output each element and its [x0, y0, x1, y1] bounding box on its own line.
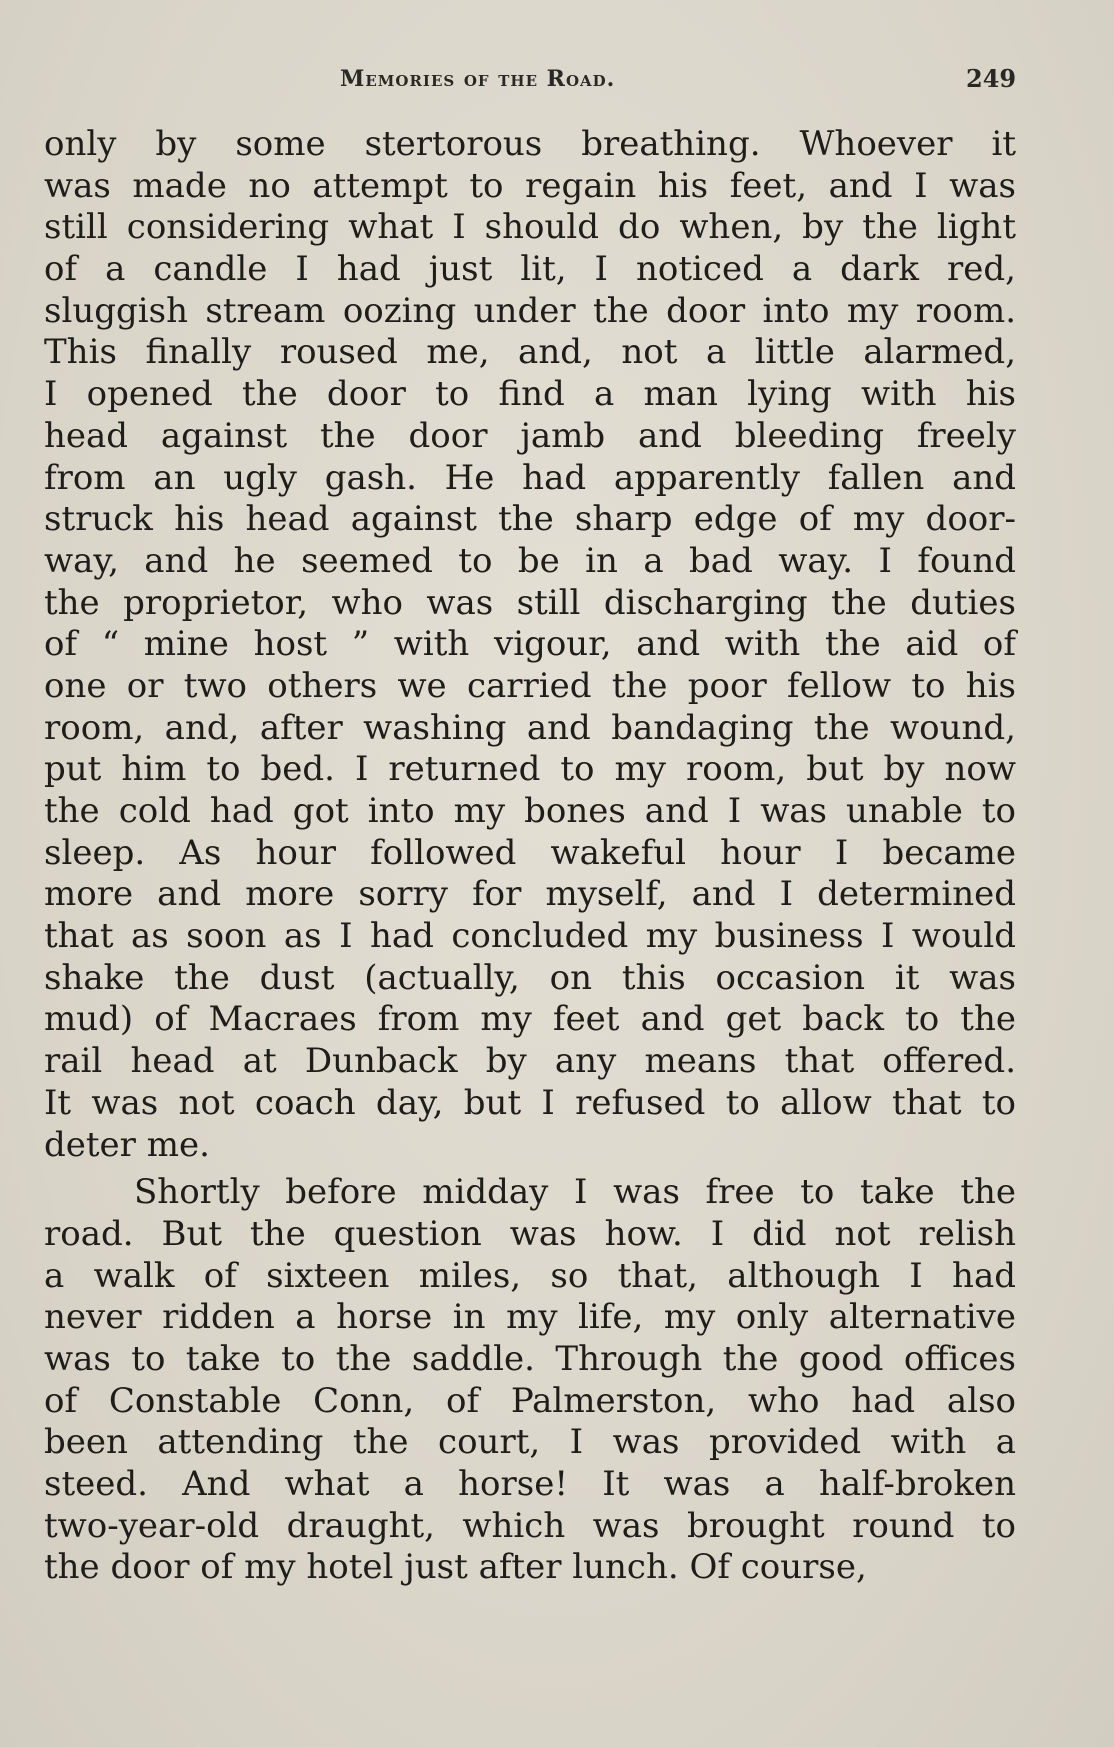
- text-line: was to take to the saddle. Through the good offices: [44, 1338, 1016, 1379]
- text-line: more and more sorry for myself, and I determined: [44, 874, 1016, 915]
- text-line: that as soon as I had concluded my business I would: [44, 916, 1016, 957]
- paragraph: [44, 1172, 1016, 1589]
- text-line: This finally roused me, and, not a little alarmed,: [44, 332, 1016, 373]
- text-line: was made no attempt to regain his feet, and I was: [44, 165, 1016, 206]
- text-line: sluggish stream oozing under the door into my room.: [44, 290, 1016, 331]
- text-line: deter me.: [44, 1124, 210, 1165]
- text-line: of Constable Conn, of Palmerston, who had also: [44, 1380, 1016, 1421]
- text-line: way, and he seemed to be in a bad way. I found: [44, 540, 1016, 581]
- running-head: Memories of the Road.: [340, 66, 616, 92]
- text-line: still considering what I should do when, by the light: [44, 207, 1016, 248]
- text-line: of a candle I had just lit, I noticed a dark red,: [44, 249, 1016, 290]
- text-line: Shortly before midday I was free to take the: [134, 1172, 1016, 1213]
- text-line: only by some stertorous breathing. Whoever it: [44, 124, 1016, 164]
- text-line: never ridden a horse in my life, my only alternative: [44, 1297, 1016, 1338]
- text-line: mud) of Macraes from my feet and get back to the: [44, 999, 1016, 1040]
- body-text: [44, 124, 1016, 1589]
- text-line: steed. And what a horse! It was a half-broken: [44, 1464, 1016, 1504]
- text-line: road. But the question was how. I did not relish: [44, 1213, 1016, 1254]
- paragraph: [44, 124, 1016, 1166]
- text-line: struck his head against the sharp edge of my door-: [44, 499, 1016, 540]
- page-number: 249: [966, 64, 1017, 93]
- text-line: rail head at Dunback by any means that offered.: [44, 1041, 1016, 1082]
- text-line: the cold had got into my bones and I was unable to: [44, 791, 1016, 831]
- text-line: two-year-old draught, which was brought round to: [44, 1505, 1016, 1546]
- text-line: I opened the door to find a man lying with his: [44, 374, 1016, 415]
- text-line: the door of my hotel just after lunch. Of course,: [44, 1547, 867, 1588]
- text-line: head against the door jamb and bleeding freely: [44, 415, 1016, 456]
- text-line: sleep. As hour followed wakeful hour I became: [44, 832, 1016, 873]
- text-line: put him to bed. I returned to my room, but by now: [44, 749, 1016, 790]
- text-line: from an ugly gash. He had apparently fallen and: [44, 457, 1016, 498]
- text-line: of “ mine host ” with vigour, and with the aid of: [44, 624, 1016, 665]
- text-line: shake the dust (actually, on this occasion it was: [44, 957, 1016, 998]
- text-line: the proprietor, who was still discharging the duties: [44, 582, 1016, 623]
- text-line: room, and, after washing and bandaging the wound,: [44, 707, 1016, 748]
- text-line: It was not coach day, but I refused to allow that to: [44, 1082, 1016, 1123]
- text-line: one or two others we carried the poor fellow to his: [44, 665, 1016, 706]
- text-line: a walk of sixteen miles, so that, although I had: [44, 1255, 1016, 1296]
- text-line: been attending the court, I was provided with a: [44, 1422, 1016, 1463]
